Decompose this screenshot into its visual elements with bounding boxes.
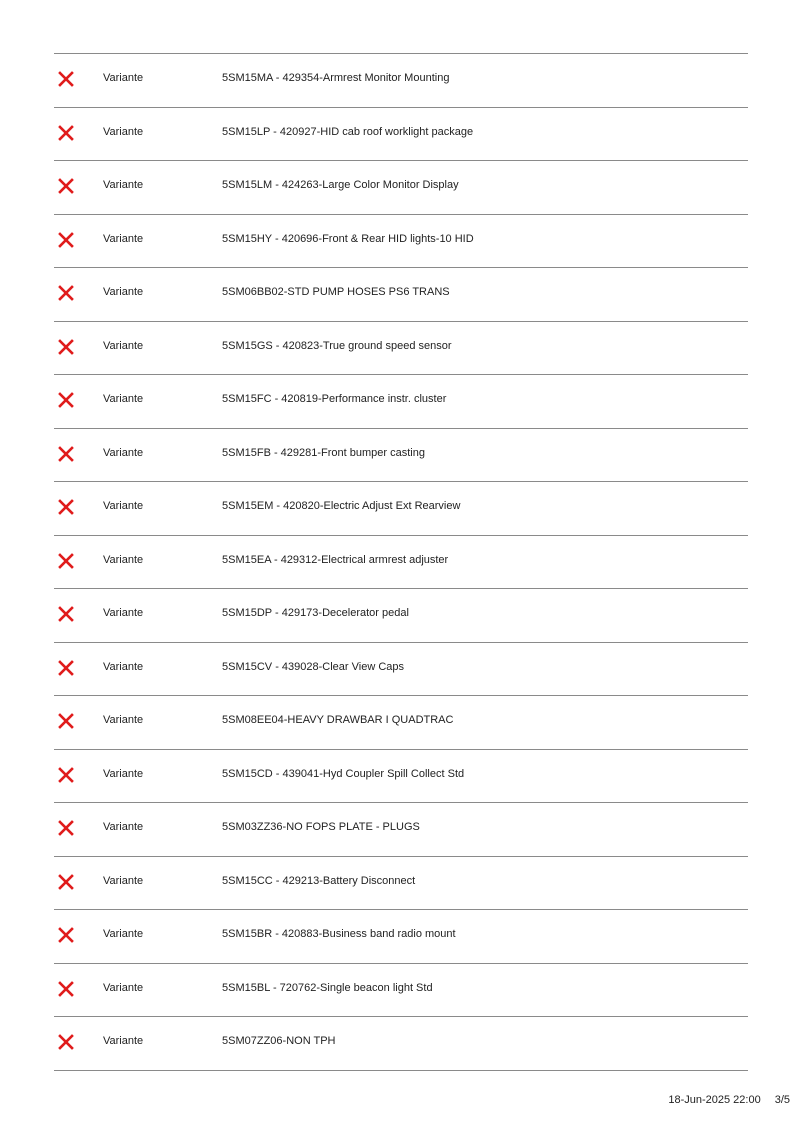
- row-type: Variante: [103, 767, 144, 780]
- table-row: [54, 54, 748, 108]
- page-number: 3/5: [774, 1094, 790, 1106]
- print-datetime: 18-Jun-2025 22:00: [668, 1094, 761, 1106]
- close-icon: [58, 285, 74, 301]
- close-icon: [58, 71, 74, 87]
- close-icon: [58, 660, 74, 676]
- close-icon: [58, 499, 74, 515]
- close-icon: [58, 392, 74, 408]
- row-description: 5SM15BL - 720762-Single beacon light Std: [222, 981, 433, 994]
- table-row: [54, 429, 748, 483]
- row-type: Variante: [103, 125, 144, 138]
- table-row: [54, 643, 748, 697]
- table-row: [54, 696, 748, 750]
- page-footer: [668, 1094, 790, 1106]
- row-type: Variante: [103, 72, 144, 84]
- row-description: 5SM15CV - 439028-Clear View Caps: [222, 660, 404, 673]
- row-type: Variante: [103, 393, 144, 405]
- table-row: [54, 857, 748, 911]
- row-type: Variante: [103, 446, 144, 459]
- table-row: [54, 322, 748, 376]
- table-row: [54, 750, 748, 804]
- close-icon: [58, 820, 74, 836]
- close-icon: [58, 125, 74, 141]
- table-row: [54, 536, 748, 590]
- close-icon: [58, 981, 74, 997]
- row-description: 5SM15CD - 439041-Hyd Coupler Spill Collect Std: [222, 767, 465, 780]
- row-description: 5SM15MA - 429354-Armrest Monitor Mounting: [222, 72, 450, 84]
- row-type: Variante: [103, 714, 144, 726]
- close-icon: [58, 1034, 74, 1050]
- row-description: 5SM15EM - 420820-Electric Adjust Ext Rearview: [222, 500, 461, 512]
- close-icon: [58, 446, 74, 462]
- row-description: 5SM15FC - 420819-Performance instr. cluster: [222, 393, 447, 405]
- row-description: 5SM15DP - 429173-Decelerator pedal: [222, 607, 409, 619]
- close-icon: [58, 178, 74, 194]
- table-row: [54, 268, 748, 322]
- table-row: [54, 215, 748, 269]
- close-icon: [58, 927, 74, 943]
- row-type: Variante: [103, 607, 144, 619]
- row-description: 5SM15BR - 420883-Business band radio mount: [222, 928, 456, 940]
- row-type: Variante: [103, 874, 144, 887]
- close-icon: [58, 339, 74, 355]
- close-icon: [58, 767, 74, 783]
- close-icon: [58, 874, 74, 890]
- row-type: Variante: [103, 286, 144, 298]
- row-type: Variante: [103, 660, 144, 673]
- table-row: [54, 803, 748, 857]
- row-description: 5SM15HY - 420696-Front & Rear HID lights-10 HID: [222, 232, 474, 245]
- table-row: [54, 482, 748, 536]
- close-icon: [58, 232, 74, 248]
- table-row: [54, 161, 748, 215]
- close-icon: [58, 713, 74, 729]
- row-type: Variante: [103, 928, 144, 940]
- row-description: 5SM07ZZ06-NON TPH: [222, 1035, 336, 1047]
- row-type: Variante: [103, 821, 144, 833]
- row-type: Variante: [103, 553, 144, 566]
- row-description: 5SM15LM - 424263-Large Color Monitor Display: [222, 179, 459, 191]
- row-description: 5SM15EA - 429312-Electrical armrest adjuster: [222, 553, 449, 566]
- close-icon: [58, 606, 74, 622]
- table-row: [54, 108, 748, 162]
- row-description: 5SM03ZZ36-NO FOPS PLATE - PLUGS: [222, 821, 420, 833]
- row-type: Variante: [103, 339, 144, 352]
- row-description: 5SM08EE04-HEAVY DRAWBAR I QUADTRAC: [222, 714, 454, 726]
- row-type: Variante: [103, 981, 144, 994]
- options-table: [54, 53, 748, 1071]
- row-description: 5SM06BB02-STD PUMP HOSES PS6 TRANS: [222, 286, 450, 298]
- row-description: 5SM15LP - 420927-HID cab roof worklight package: [222, 125, 474, 138]
- row-type: Variante: [103, 500, 144, 512]
- row-type: Variante: [103, 232, 144, 245]
- table-row: [54, 964, 748, 1018]
- row-description: 5SM15GS - 420823-True ground speed sensor: [222, 339, 452, 352]
- table-row: [54, 375, 748, 429]
- row-type: Variante: [103, 179, 144, 191]
- close-icon: [58, 553, 74, 569]
- table-row: [54, 1017, 748, 1071]
- row-type: Variante: [103, 1035, 144, 1047]
- row-description: 5SM15FB - 429281-Front bumper casting: [222, 446, 425, 459]
- table-row: [54, 910, 748, 964]
- table-row: [54, 589, 748, 643]
- row-description: 5SM15CC - 429213-Battery Disconnect: [222, 874, 416, 887]
